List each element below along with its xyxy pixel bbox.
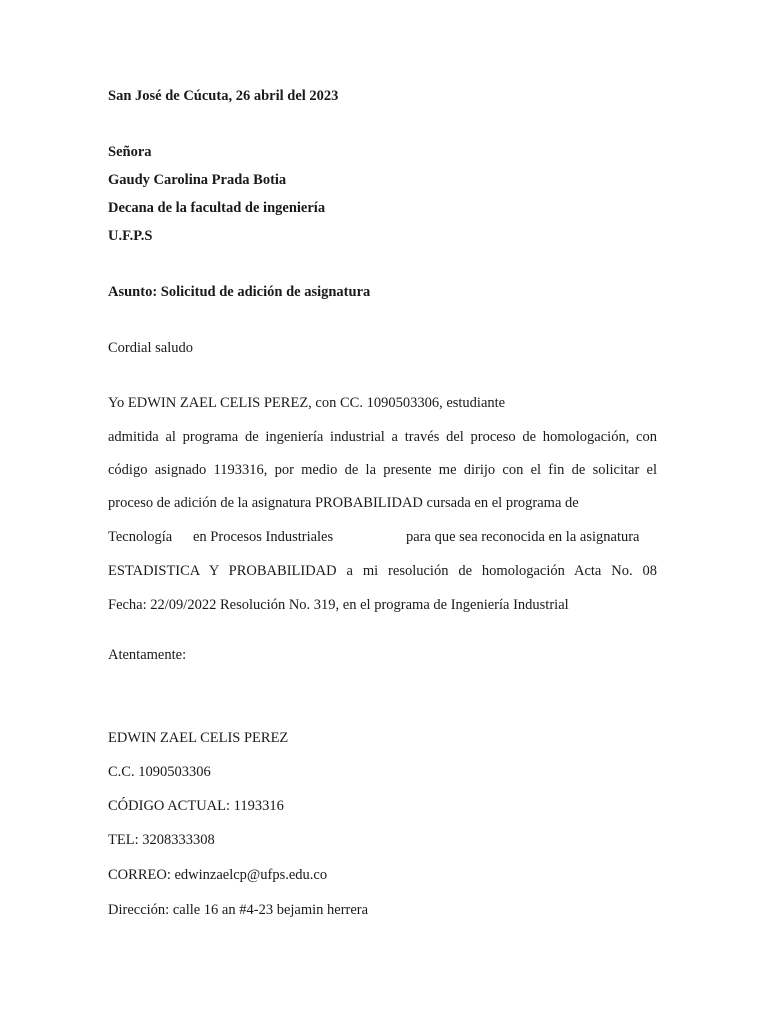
recipient-institution: U.F.P.S (108, 228, 153, 244)
signature-phone: TEL: 3208333308 (108, 832, 215, 848)
body-line-5-part-a: Tecnología (108, 529, 173, 545)
subject-line: Asunto: Solicitud de adición de asignatura (108, 284, 371, 300)
recipient-name: Gaudy Carolina Prada Botia (108, 172, 287, 188)
greeting: Cordial saludo (108, 340, 193, 356)
body-line-1: Yo EDWIN ZAEL CELIS PEREZ, con CC. 1090503306, estudiante (108, 395, 506, 411)
date-line: San José de Cúcuta, 26 abril del 2023 (108, 88, 339, 104)
body-line-4: proceso de adición de la asignatura PROBABILIDAD cursada en el programa de (108, 495, 579, 511)
body-line-6: ESTADISTICA Y PROBABILIDAD a mi resolución de homologación Acta No. 08 (108, 563, 657, 579)
recipient-salutation: Señora (108, 144, 152, 160)
body-line-2: admitida al programa de ingeniería industrial a través del proceso de homologación, con (108, 429, 657, 445)
signature-cc: C.C. 1090503306 (108, 764, 211, 780)
signature-code: CÓDIGO ACTUAL: 1193316 (108, 798, 284, 814)
signature-name: EDWIN ZAEL CELIS PEREZ (108, 730, 289, 746)
body-line-3: código asignado 1193316, por medio de la presente me dirijo con el fin de solicitar el (108, 462, 657, 478)
closing: Atentamente: (108, 647, 187, 663)
signature-email: CORREO: edwinzaelcp@ufps.edu.co (108, 867, 328, 883)
signature-address: Dirección: calle 16 an #4-23 bejamin herrera (108, 902, 369, 918)
body-line-5-part-b: en Procesos Industriales (193, 529, 334, 545)
body-line-5-part-c: para que sea reconocida en la asignatura (406, 529, 640, 545)
recipient-position: Decana de la facultad de ingeniería (108, 200, 326, 216)
body-line-7: Fecha: 22/09/2022 Resolución No. 319, en el programa de Ingeniería Industrial (108, 597, 569, 613)
